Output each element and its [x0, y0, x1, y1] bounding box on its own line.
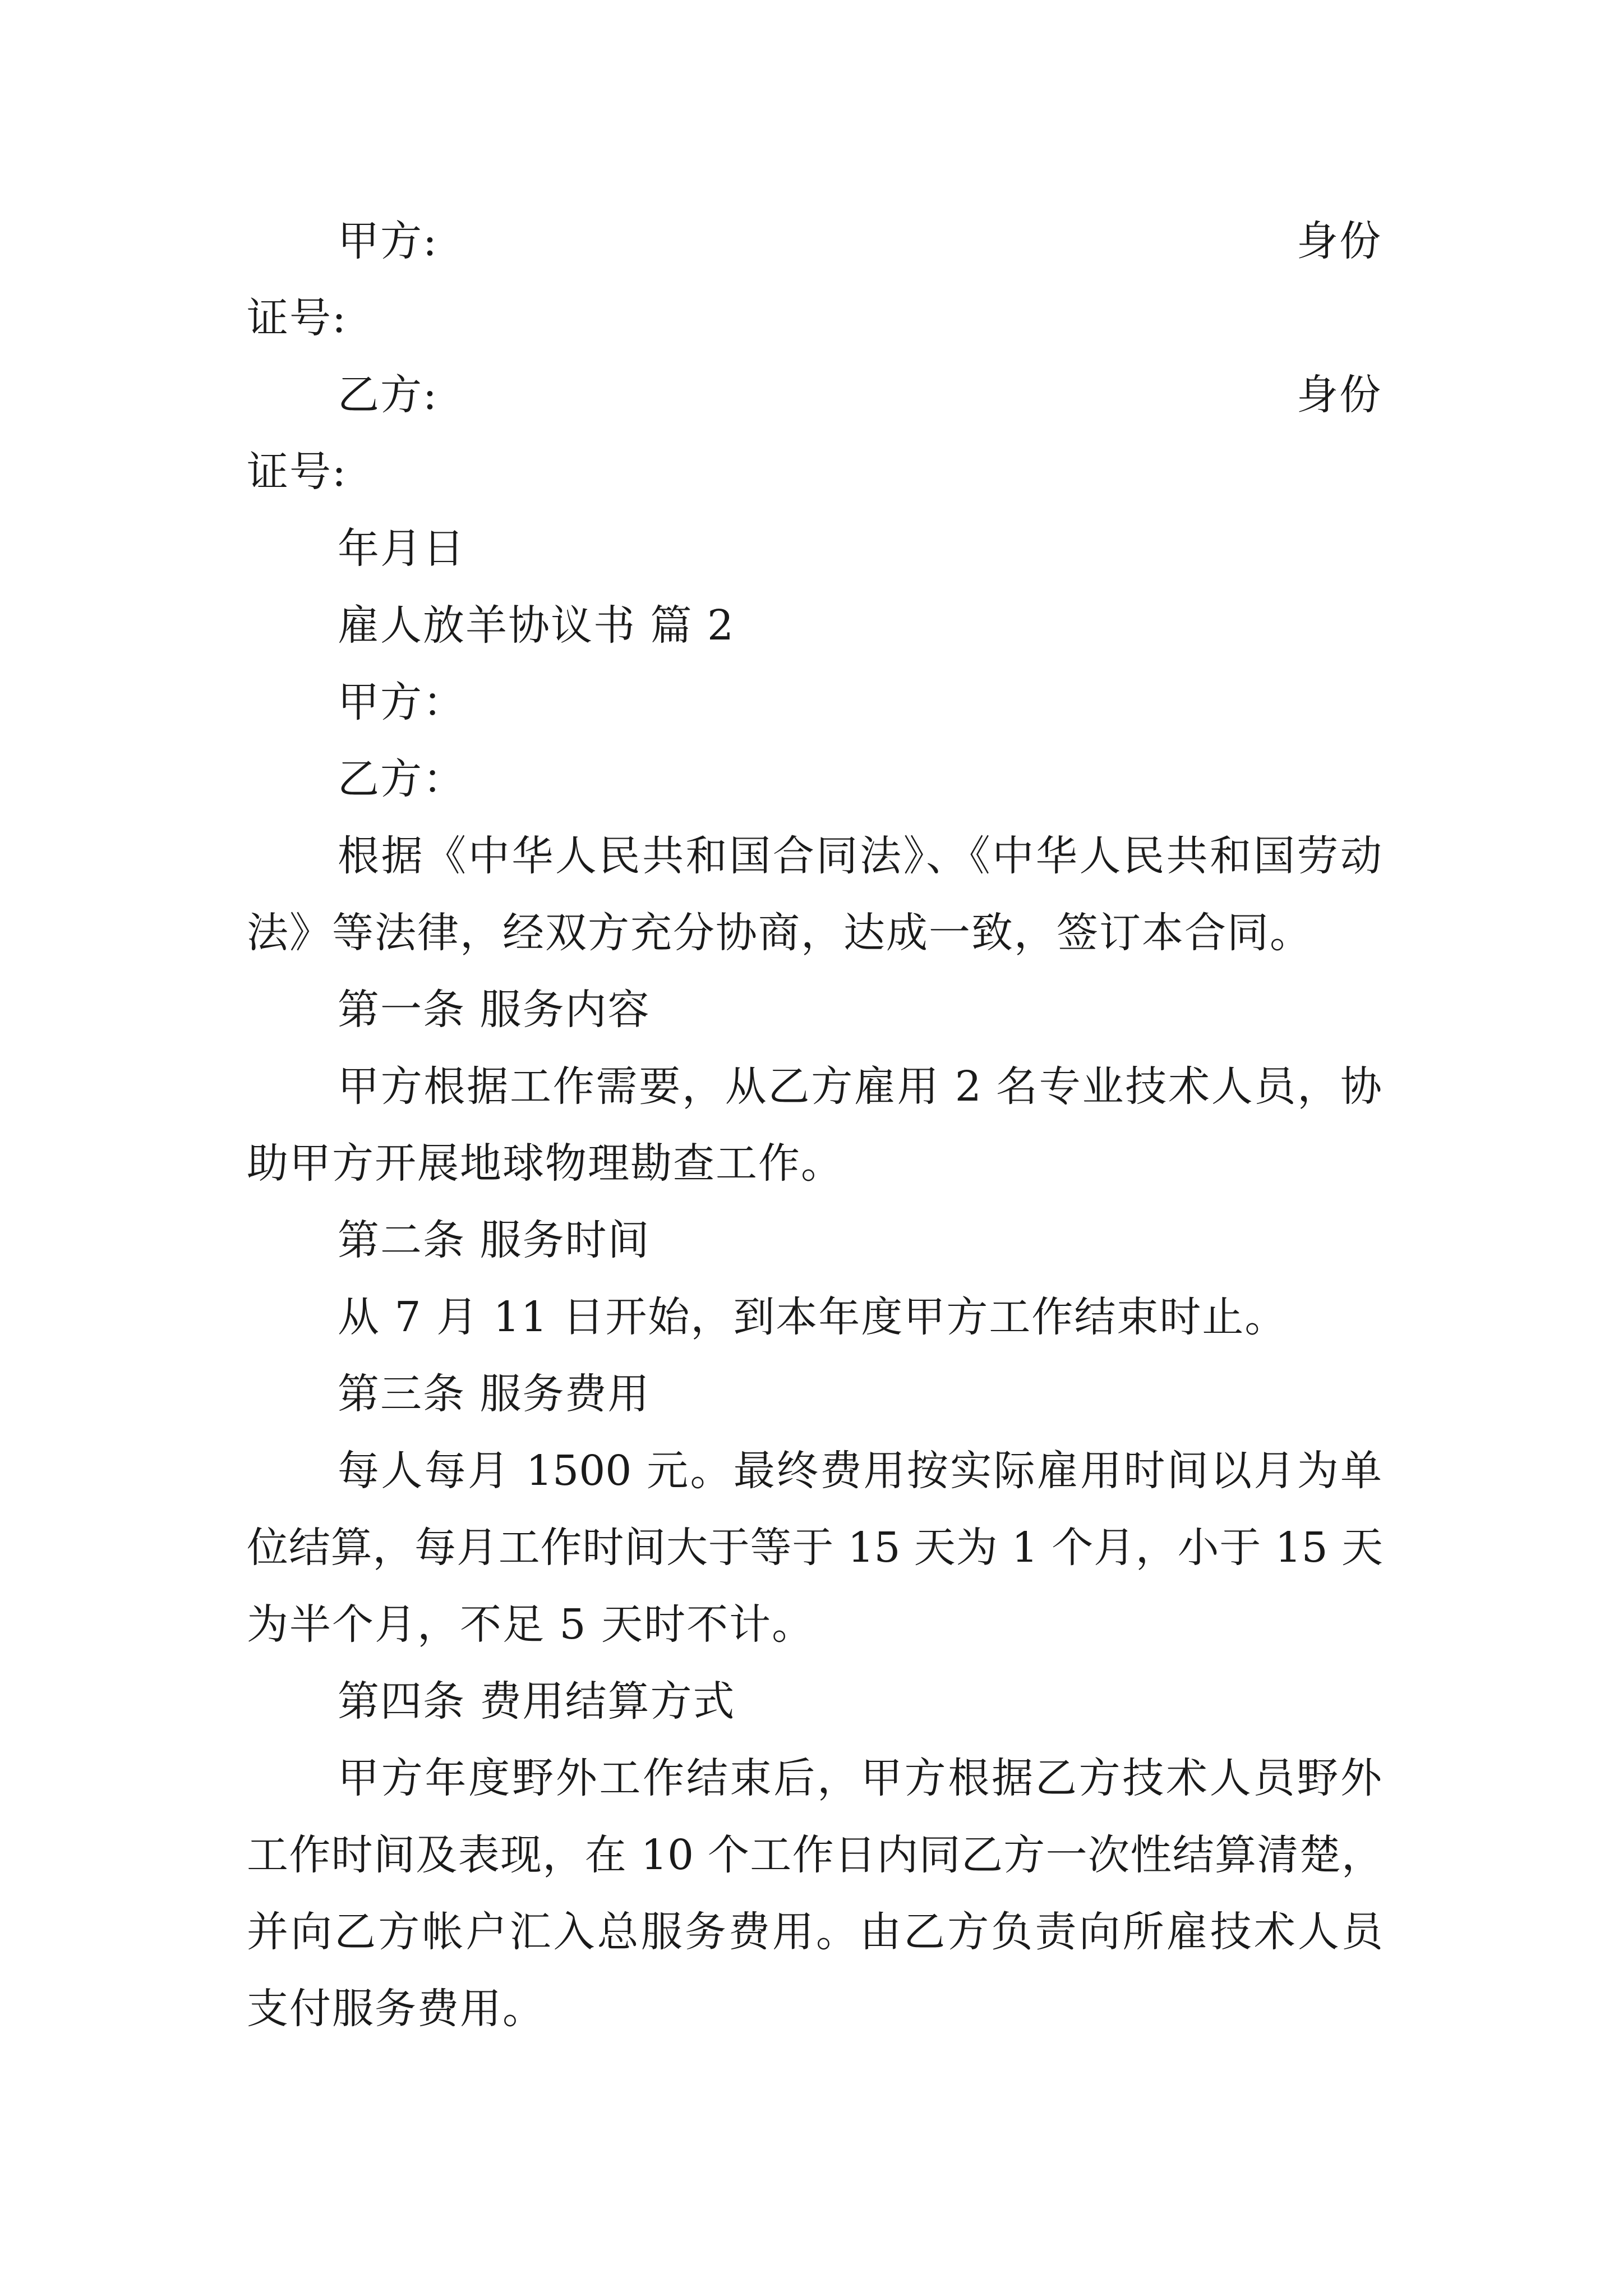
article-3-line-1: 每人每月 1500 元。最终费用按实际雇用时间以月为单 — [338, 1447, 1382, 1495]
article-1-title: 第一条 服务内容 — [338, 986, 651, 1034]
article-2-line-1: 从 7 月 11 日开始，到本年度甲方工作结束时止。 — [338, 1293, 1288, 1341]
party-b-label: 乙方: — [338, 371, 438, 419]
date-line: 年月日 — [338, 524, 465, 573]
article-1-line-1: 甲方根据工作需要，从乙方雇用 2 名专业技术人员，协 — [338, 1062, 1382, 1111]
id-label-b-part2: 证号: — [247, 448, 347, 496]
article-3-line-3: 为半个月，不足 5 天时不计。 — [247, 1600, 815, 1649]
article-3-title: 第三条 服务费用 — [338, 1370, 651, 1418]
preamble-line-1: 根据《中华人民共和国合同法》、《中华人民共和国劳动 — [338, 832, 1382, 880]
section-title: 雇人放羊协议书 篇 2 — [338, 601, 735, 650]
article-4-title: 第四条 费用结算方式 — [338, 1677, 736, 1726]
party-b-label-2: 乙方： — [338, 755, 465, 803]
preamble-line-2: 法》等法律，经双方充分协商，达成一致，签订本合同。 — [247, 909, 1312, 957]
article-1-line-2: 助甲方开展地球物理勘查工作。 — [247, 1139, 843, 1188]
party-a-label-2: 甲方： — [338, 678, 465, 726]
article-4-line-4: 支付服务费用。 — [247, 1985, 545, 2033]
party-a-label: 甲方: — [338, 217, 438, 265]
article-2-title: 第二条 服务时间 — [338, 1216, 651, 1264]
article-4-line-3: 并向乙方帐户汇入总服务费用。由乙方负责向所雇技术人员 — [247, 1908, 1383, 1956]
id-label-a-part2: 证号: — [247, 294, 347, 342]
article-4-line-2: 工作时间及表现，在 10 个工作日内同乙方一次性结算清楚， — [247, 1831, 1383, 1879]
article-3-line-2: 位结算，每月工作时间大于等于 15 天为 1 个月，小于 15 天 — [247, 1524, 1383, 1572]
article-4-line-1: 甲方年度野外工作结束后，甲方根据乙方技术人员野外 — [338, 1754, 1382, 1802]
id-label-b-part1: 身份 — [1297, 371, 1382, 419]
id-label-a-part1: 身份 — [1297, 217, 1382, 265]
